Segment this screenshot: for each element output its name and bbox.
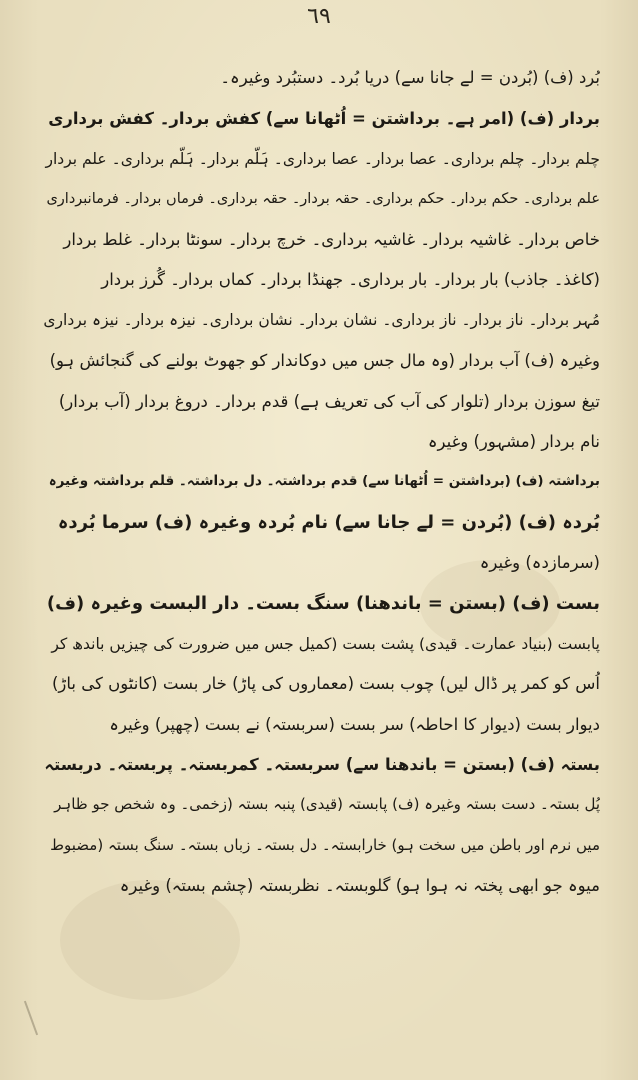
text-line xyxy=(40,58,600,98)
page-text xyxy=(40,58,600,906)
text-line xyxy=(40,583,600,623)
text-line xyxy=(40,341,600,381)
text-line xyxy=(40,785,600,825)
text-line xyxy=(40,381,600,421)
text-line xyxy=(40,139,600,179)
text-line xyxy=(40,623,600,663)
text-line xyxy=(40,745,600,785)
margin-mark xyxy=(24,1001,38,1036)
line-text: برداشتہ (ف) (برداشتن = اُٹھانا سے) قدم برداشتہ۔ دل برداشتہ۔ قلم برداشتہ وغیرہ xyxy=(48,473,600,490)
line-text: مُہر بردار۔ ناز بردار۔ ناز برداری۔ نشان بردار۔ نشان برداری۔ نیزہ بردار۔ نیزہ برداری xyxy=(43,311,600,330)
line-text: بُرد (ف) (بُردن = لے جانا سے) دریا بُرد۔ دستبُرد وغیرہ۔ xyxy=(220,68,600,88)
text-line xyxy=(40,502,600,542)
line-text: خاص بردار۔ غاشیہ بردار۔ غاشیہ برداری۔ خرچ بردار۔ سونٹا بردار۔ غلط بردار xyxy=(63,230,600,250)
text-line xyxy=(40,300,600,340)
line-text: میں نرم اور باطن میں سخت ہو) خارابستہ۔ دل بستہ۔ زباں بستہ۔ سنگ بستہ (مضبوط xyxy=(50,835,600,854)
line-text: (کاغذ۔ جاذب) بار بردار۔ بار برداری۔ جھنڈا بردار۔ کماں بردار۔ گُرز بردار xyxy=(101,270,600,290)
line-text: بستہ (ف) (بستن = باندھنا سے) سربستہ۔ کمربستہ۔ پربستہ۔ دربستہ xyxy=(44,755,600,775)
line-text: چلم بردار۔ چلم برداری۔ عصا بردار۔ عصا برداری۔ ہَلّم بردار۔ ہَلّم برداری۔ علم بردار xyxy=(45,149,600,168)
line-text: بست (ف) (بستن = باندھنا) سنگ بست۔ دار البست وغیرہ (ف) xyxy=(46,592,600,614)
line-text: میوہ جو ابھی پختہ نہ ہوا ہو) گلوبستہ۔ نظربستہ (چشم بستہ) وغیرہ xyxy=(119,876,600,896)
line-text: بردار (ف) (امر ہے۔ برداشتن = اُٹھانا سے) کفش بردار۔ کفش برداری xyxy=(48,108,600,128)
text-line xyxy=(40,664,600,704)
line-text: تیغ سوزن بردار (تلوار کی آب کی تعریف ہے) قدم بردار۔ دروغ بردار (آب بردار) xyxy=(58,391,600,411)
line-text: علم برداری۔ حکم بردار۔ حکم برداری۔ حقہ بردار۔ حقہ برداری۔ فرماں بردار۔ فرمانبرداری xyxy=(46,190,600,207)
page-number: ٦٩ xyxy=(307,4,331,29)
line-text: پابست (بنیاد عمارت۔ قیدی) پشت بست (کمیل جس میں ضرورت کی چیزیں باندھ کر xyxy=(51,634,600,653)
text-line xyxy=(40,179,600,219)
text-line xyxy=(40,543,600,583)
text-line xyxy=(40,422,600,462)
line-text: دیوار بست (دیوار کا احاطہ) سر بست (سربستہ) نے بست (چھپر) وغیرہ xyxy=(109,714,600,734)
text-line xyxy=(40,704,600,744)
line-text: بُردہ (ف) (بُردن = لے جانا سے) نام بُردہ وغیرہ (ف) سرما بُردہ xyxy=(57,511,600,533)
text-line xyxy=(40,220,600,260)
line-text: اُس کو کمر پر ڈال لیں) چوب بست (معماروں کی پاڑ) خار بست (کانٹوں کی باڑ) xyxy=(51,674,600,694)
line-text: نام بردار (مشہور) وغیرہ xyxy=(427,431,600,451)
line-text: (سرمازدہ) وغیرہ xyxy=(479,553,600,573)
text-line xyxy=(40,462,600,502)
text-line xyxy=(40,866,600,906)
text-line xyxy=(40,825,600,865)
text-line xyxy=(40,98,600,138)
line-text: پُل بستہ۔ دست بستہ وغیرہ (ف) پابستہ (قیدی) پنبہ بستہ (زخمی۔ وہ شخص جو ظاہر xyxy=(54,795,600,814)
line-text: وغیرہ (ف) آب بردار (وہ مال جس میں دوکاندار کو جھوٹ بولنے کی گنجائش ہو) xyxy=(49,351,600,371)
text-line xyxy=(40,260,600,300)
